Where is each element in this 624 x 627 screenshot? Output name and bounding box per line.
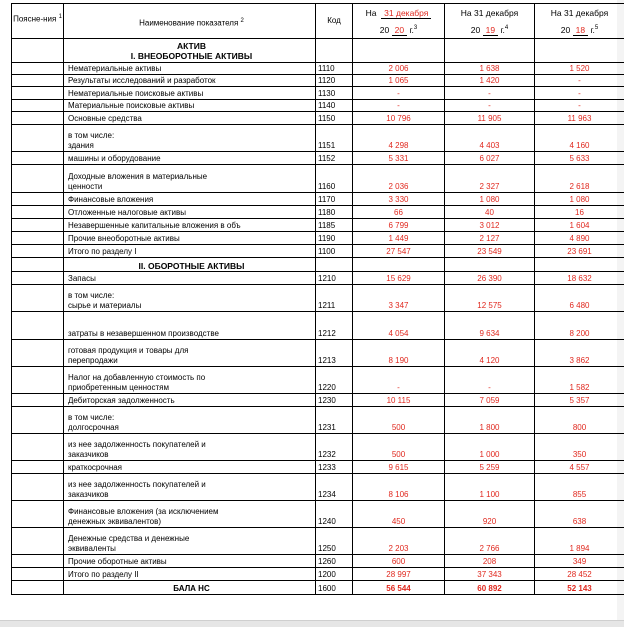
row-code: 1233 <box>316 461 353 474</box>
header-code-cell <box>316 4 353 39</box>
row-value-y1: - <box>353 367 445 394</box>
section-2-row <box>12 258 624 272</box>
row-value-y2: 2 327 <box>445 165 535 193</box>
header-year1-date: 31 декабря <box>381 9 431 19</box>
row-value-y3: 349 <box>535 555 624 568</box>
row-value-y2: - <box>445 367 535 394</box>
row-code: 1170 <box>316 193 353 206</box>
row-value-y3: - <box>535 87 624 100</box>
row-value-y1: 15 629 <box>353 272 445 285</box>
total-row <box>12 581 624 595</box>
row-code: 1120 <box>316 75 353 87</box>
row-code: 1152 <box>316 152 353 165</box>
row-value-y3: - <box>535 75 624 87</box>
row-name-top: Доходные вложения в материальные <box>68 172 315 182</box>
row-name: Итого по разделу I <box>68 247 315 257</box>
header-name-cell: Наименование показателя $^2$ <box>64 4 316 39</box>
row-value-y1: 500 <box>353 434 445 461</box>
row-value-y3: 4 160 <box>535 125 624 152</box>
row-value-y1: 2 036 <box>353 165 445 193</box>
row-value-y1: 8 190 <box>353 340 445 367</box>
row-value-y1: - <box>353 87 445 100</box>
header-note-cell: Поясне-ния $^1$ <box>12 4 64 39</box>
row-value-y3: 1 894 <box>535 528 624 555</box>
row-value-y3: 5 357 <box>535 394 624 407</box>
row-name: Итого по разделу II <box>68 570 315 580</box>
row-value-y3: 1 520 <box>535 63 624 75</box>
row-name: Прочие оборотные активы <box>68 557 315 567</box>
table-row <box>12 340 624 367</box>
row-value-y1: 5 331 <box>353 152 445 165</box>
row-name-top: в том числе: <box>68 131 315 141</box>
section-1-title: I. ВНЕОБОРОТНЫЕ АКТИВЫ <box>68 51 315 61</box>
header-year3-cell: На 31 декабря 20 18 г.$^5$ <box>535 4 624 39</box>
table-row <box>12 407 624 434</box>
table-row <box>12 461 624 474</box>
row-value-y1: 450 <box>353 501 445 528</box>
row-name: здания <box>68 141 315 151</box>
row-code: 1260 <box>316 555 353 568</box>
row-name: денежных эквивалентов) <box>68 517 315 527</box>
row-value-y1: 8 106 <box>353 474 445 501</box>
balance-sheet <box>11 3 615 595</box>
row-value-y2: 4 120 <box>445 340 535 367</box>
row-code: 1234 <box>316 474 353 501</box>
table-row <box>12 245 624 258</box>
row-code: 1231 <box>316 407 353 434</box>
table-row <box>12 285 624 312</box>
row-value-y1: 1 065 <box>353 75 445 87</box>
row-code: 1130 <box>316 87 353 100</box>
row-value-y1: 1 449 <box>353 232 445 245</box>
header-name: Наименование показателя <box>139 19 238 28</box>
section-2-rows <box>12 272 624 581</box>
table-row <box>12 568 624 581</box>
row-name: машины и оборудование <box>68 154 315 164</box>
row-code: 1211 <box>316 285 353 312</box>
balance-table <box>11 3 624 595</box>
row-value-y2: 7 059 <box>445 394 535 407</box>
row-value-y2: 4 403 <box>445 125 535 152</box>
row-value-y2: 37 343 <box>445 568 535 581</box>
total-v1: 56 544 <box>353 581 445 595</box>
row-value-y2: 6 027 <box>445 152 535 165</box>
row-name: ценности <box>68 182 315 192</box>
row-value-y3: - <box>535 100 624 112</box>
table-row <box>12 272 624 285</box>
row-name-top: Налог на добавленную стоимость по <box>68 373 315 383</box>
row-value-y1: 4 054 <box>353 312 445 340</box>
row-value-y2: 1 800 <box>445 407 535 434</box>
row-value-y2: 2 127 <box>445 232 535 245</box>
row-value-y1: 6 799 <box>353 219 445 232</box>
row-code: 1150 <box>316 112 353 125</box>
row-value-y3: 4 890 <box>535 232 624 245</box>
row-name: Финансовые вложения <box>68 195 315 205</box>
row-code: 1110 <box>316 63 353 75</box>
row-value-y1: 600 <box>353 555 445 568</box>
row-code: 1140 <box>316 100 353 112</box>
total-name: БАЛА НС <box>64 581 316 595</box>
row-name-top: в том числе: <box>68 413 315 423</box>
row-value-y3: 23 691 <box>535 245 624 258</box>
row-value-y3: 1 582 <box>535 367 624 394</box>
row-value-y2: 9 634 <box>445 312 535 340</box>
row-code: 1100 <box>316 245 353 258</box>
row-value-y3: 5 633 <box>535 152 624 165</box>
row-value-y2: 920 <box>445 501 535 528</box>
row-value-y2: 2 766 <box>445 528 535 555</box>
row-value-y1: 10 115 <box>353 394 445 407</box>
row-name: затраты в незавершенном производстве <box>68 329 315 339</box>
row-code: 1232 <box>316 434 353 461</box>
header-year1-year: 20 <box>392 26 407 36</box>
row-value-y3: 6 480 <box>535 285 624 312</box>
table-row <box>12 206 624 219</box>
section-2-title: II. ОБОРОТНЫЕ АКТИВЫ <box>64 258 316 272</box>
row-value-y3: 855 <box>535 474 624 501</box>
total-v2: 60 892 <box>445 581 535 595</box>
row-value-y2: 12 575 <box>445 285 535 312</box>
table-row <box>12 528 624 555</box>
row-value-y1: 9 615 <box>353 461 445 474</box>
row-name-top: Денежные средства и денежные <box>68 534 315 544</box>
header-year2-cell: На 31 декабря 20 19 г.$^4$ <box>445 4 535 39</box>
total-v3: 52 143 <box>535 581 624 595</box>
table-row <box>12 501 624 528</box>
row-name: Материальные поисковые активы <box>68 101 315 111</box>
total-code: 1600 <box>316 581 353 595</box>
row-code: 1151 <box>316 125 353 152</box>
row-code: 1230 <box>316 394 353 407</box>
row-value-y1: 3 330 <box>353 193 445 206</box>
row-value-y2: 26 390 <box>445 272 535 285</box>
row-value-y2: 1 420 <box>445 75 535 87</box>
row-name: Прочие внеоборотные активы <box>68 234 315 244</box>
table-row <box>12 219 624 232</box>
row-value-y1: 500 <box>353 407 445 434</box>
row-name: заказчиков <box>68 450 315 460</box>
table-row <box>12 367 624 394</box>
table-row <box>12 75 624 87</box>
row-name: Дебиторская задолженность <box>68 396 315 406</box>
row-value-y3: 18 632 <box>535 272 624 285</box>
row-name: сырье и материалы <box>68 301 315 311</box>
row-value-y1: 3 347 <box>353 285 445 312</box>
row-value-y3: 28 452 <box>535 568 624 581</box>
row-value-y1: 4 298 <box>353 125 445 152</box>
row-name: заказчиков <box>68 490 315 500</box>
row-code: 1185 <box>316 219 353 232</box>
row-name: Незавершенные капитальные вложения в объ <box>68 221 315 231</box>
header-year2-year: 19 <box>483 26 498 36</box>
row-value-y3: 350 <box>535 434 624 461</box>
row-code: 1212 <box>316 312 353 340</box>
section-aktiv-title: АКТИВ <box>68 41 315 51</box>
row-value-y3: 1 604 <box>535 219 624 232</box>
table-row <box>12 165 624 193</box>
section-aktiv-row <box>12 39 624 63</box>
row-code: 1210 <box>316 272 353 285</box>
row-name: Нематериальные поисковые активы <box>68 89 315 99</box>
row-value-y2: 40 <box>445 206 535 219</box>
row-value-y2: 5 259 <box>445 461 535 474</box>
row-value-y1: 2 203 <box>353 528 445 555</box>
row-value-y3: 16 <box>535 206 624 219</box>
row-name: эквиваленты <box>68 544 315 554</box>
row-name-top: Финансовые вложения (за исключением <box>68 507 315 517</box>
row-value-y2: 1 000 <box>445 434 535 461</box>
row-value-y2: 11 905 <box>445 112 535 125</box>
row-name: Нематериальные активы <box>68 64 315 74</box>
row-value-y2: 1 100 <box>445 474 535 501</box>
row-value-y1: - <box>353 100 445 112</box>
row-code: 1190 <box>316 232 353 245</box>
row-name-top: из нее задолженность покупателей и <box>68 480 315 490</box>
table-row <box>12 112 624 125</box>
row-value-y3: 1 080 <box>535 193 624 206</box>
table-row <box>12 125 624 152</box>
row-code: 1213 <box>316 340 353 367</box>
row-name: долгосрочная <box>68 423 315 433</box>
table-row <box>12 152 624 165</box>
row-code: 1180 <box>316 206 353 219</box>
row-value-y3: 2 618 <box>535 165 624 193</box>
row-name: перепродажи <box>68 356 315 366</box>
row-code: 1200 <box>316 568 353 581</box>
row-value-y2: 1 638 <box>445 63 535 75</box>
header-year3-year: 18 <box>573 26 588 36</box>
row-value-y1: 10 796 <box>353 112 445 125</box>
row-value-y3: 800 <box>535 407 624 434</box>
row-value-y1: 28 997 <box>353 568 445 581</box>
header-note: Поясне-ния <box>13 15 56 24</box>
row-code: 1250 <box>316 528 353 555</box>
row-name-top: из нее задолженность покупателей и <box>68 440 315 450</box>
row-value-y3: 638 <box>535 501 624 528</box>
header-row <box>12 4 624 39</box>
row-value-y3: 8 200 <box>535 312 624 340</box>
row-value-y3: 11 963 <box>535 112 624 125</box>
row-value-y1: 66 <box>353 206 445 219</box>
table-row <box>12 555 624 568</box>
row-name: Основные средства <box>68 114 315 124</box>
row-value-y3: 4 557 <box>535 461 624 474</box>
row-code: 1220 <box>316 367 353 394</box>
row-value-y1: 2 006 <box>353 63 445 75</box>
row-value-y2: - <box>445 100 535 112</box>
header-code: Код <box>316 4 352 26</box>
header-year1-cell: На 31 декабря 20 20 г.$^3$ <box>353 4 445 39</box>
section-1-rows <box>12 63 624 258</box>
row-name: приобретенным ценностям <box>68 383 315 393</box>
table-row <box>12 100 624 112</box>
table-row <box>12 193 624 206</box>
row-value-y3: 3 862 <box>535 340 624 367</box>
row-name-top: готовая продукция и товары для <box>68 346 315 356</box>
row-code: 1160 <box>316 165 353 193</box>
table-row <box>12 394 624 407</box>
row-value-y2: 3 012 <box>445 219 535 232</box>
table-row <box>12 87 624 100</box>
row-value-y1: 27 547 <box>353 245 445 258</box>
row-value-y2: 23 549 <box>445 245 535 258</box>
row-value-y2: 208 <box>445 555 535 568</box>
row-value-y2: - <box>445 87 535 100</box>
row-name: краткосрочная <box>68 463 315 473</box>
row-name: Запасы <box>68 274 315 284</box>
row-value-y2: 1 080 <box>445 193 535 206</box>
table-row <box>12 434 624 461</box>
row-name: Отложенные налоговые активы <box>68 208 315 218</box>
row-code: 1240 <box>316 501 353 528</box>
row-name: Результаты исследований и разработок <box>68 76 315 86</box>
table-row <box>12 474 624 501</box>
table-row <box>12 312 624 340</box>
table-row <box>12 232 624 245</box>
table-row <box>12 63 624 75</box>
row-name-top: в том числе: <box>68 291 315 301</box>
